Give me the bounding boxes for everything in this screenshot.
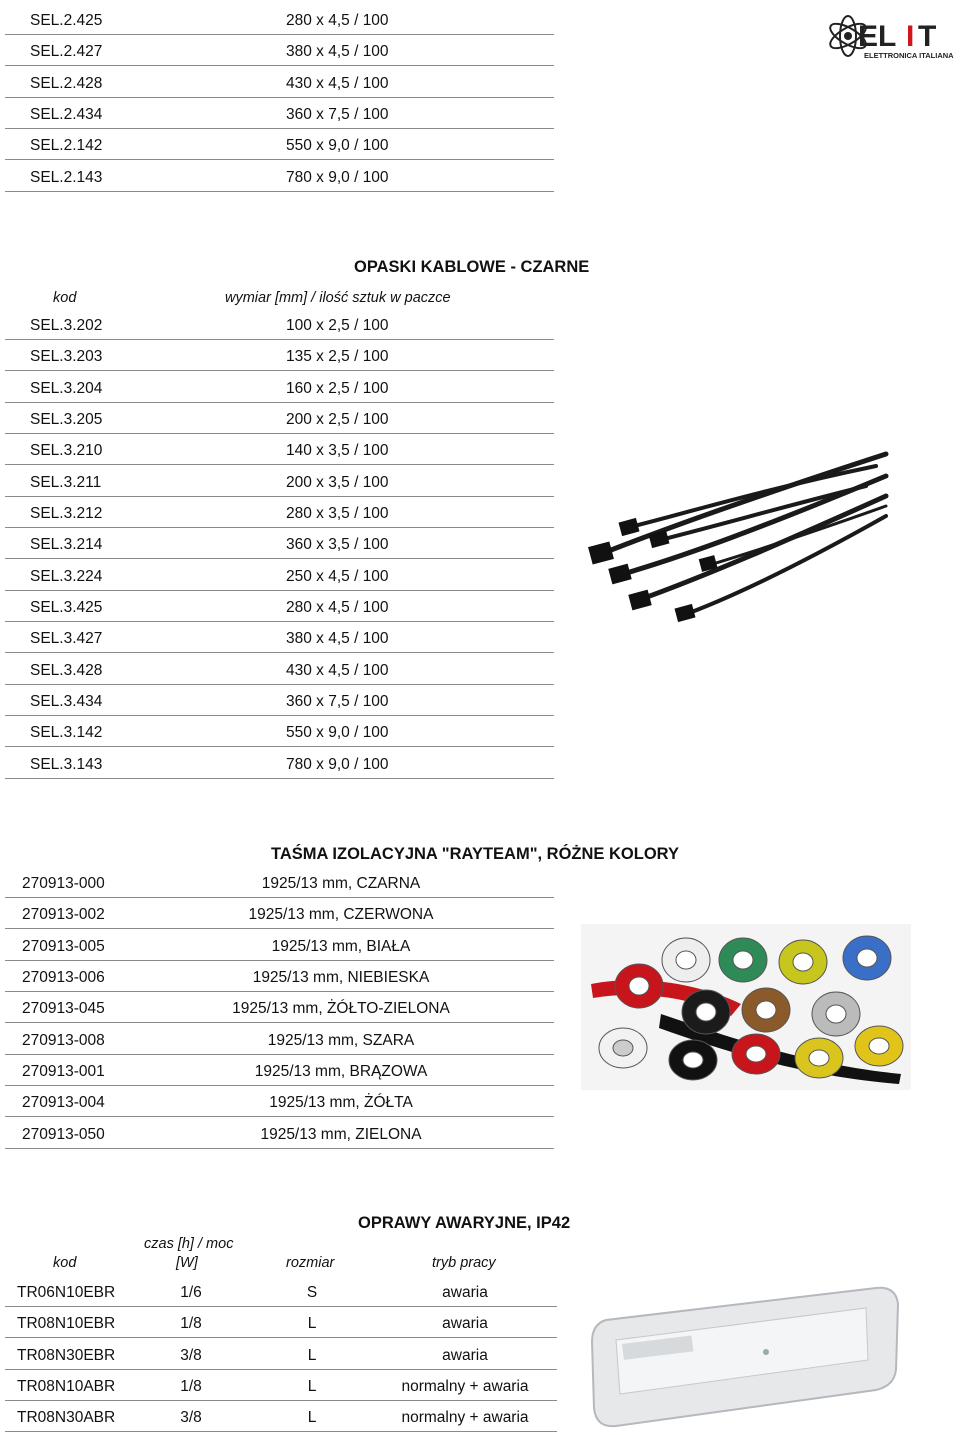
atom-logo-icon bbox=[824, 8, 956, 64]
product-description: 1925/13 mm, CZARNA bbox=[261, 875, 421, 892]
table-row bbox=[5, 129, 554, 160]
column-header-time-line1: czas [h] / moc bbox=[144, 1236, 234, 1252]
product-code: SEL.3.425 bbox=[30, 598, 103, 616]
column-header-time-line2: [W] bbox=[176, 1255, 198, 1271]
section-title-insulation-tape: TAŚMA IZOLACYJNA "RAYTEAM", RÓŻNE KOLORY bbox=[271, 845, 679, 863]
product-code: 270913-045 bbox=[22, 1000, 105, 1018]
product-code: 270913-001 bbox=[22, 1062, 105, 1080]
product-code: SEL.3.428 bbox=[30, 661, 103, 679]
product-code: TR08N10ABR bbox=[17, 1377, 116, 1395]
table-row bbox=[5, 1118, 554, 1149]
product-size: L bbox=[307, 1377, 317, 1395]
table-row bbox=[5, 372, 554, 403]
table-row bbox=[5, 867, 554, 898]
product-time-power: 1/8 bbox=[180, 1315, 202, 1333]
product-time-power: 1/8 bbox=[180, 1377, 202, 1395]
product-description: 1925/13 mm, BRĄZOWA bbox=[254, 1062, 428, 1080]
product-description: 1925/13 mm, NIEBIESKA bbox=[252, 968, 430, 986]
product-code: SEL.2.427 bbox=[30, 43, 103, 61]
elit-logo bbox=[824, 8, 956, 64]
product-code: SEL.2.434 bbox=[30, 105, 103, 123]
product-code: SEL.3.434 bbox=[30, 692, 103, 710]
product-description: 1925/13 mm, SZARA bbox=[267, 1031, 415, 1049]
table-row bbox=[5, 98, 554, 129]
product-code: 270913-004 bbox=[22, 1094, 105, 1112]
table-row bbox=[5, 898, 554, 929]
product-code: SEL.3.427 bbox=[30, 630, 103, 648]
table-row bbox=[5, 35, 554, 66]
product-code: SEL.3.143 bbox=[30, 755, 103, 773]
product-size: 380 x 4,5 / 100 bbox=[286, 43, 389, 61]
table-row bbox=[5, 716, 554, 747]
table-row bbox=[5, 528, 554, 559]
product-mode: awaria bbox=[442, 1346, 488, 1364]
product-code: TR08N30EBR bbox=[17, 1346, 116, 1364]
table-row bbox=[5, 591, 554, 622]
table-row bbox=[5, 685, 554, 716]
svg-text:I: I bbox=[906, 20, 915, 53]
product-code: SEL.3.202 bbox=[30, 317, 103, 334]
table-row bbox=[5, 560, 554, 591]
table-row bbox=[5, 1055, 554, 1086]
svg-text:T: T bbox=[918, 20, 937, 53]
product-size: 430 x 4,5 / 100 bbox=[286, 661, 389, 679]
column-header-size: rozmiar bbox=[286, 1255, 335, 1271]
table-row bbox=[5, 4, 554, 35]
product-size: 280 x 4,5 / 100 bbox=[286, 12, 389, 29]
table-row bbox=[5, 1307, 557, 1338]
table-row bbox=[5, 309, 554, 340]
product-code: 270913-050 bbox=[22, 1125, 105, 1143]
cable-ties-image bbox=[586, 436, 896, 630]
product-code: SEL.2.428 bbox=[30, 74, 103, 92]
column-header-code: kod bbox=[53, 1255, 77, 1271]
product-code: SEL.3.211 bbox=[30, 473, 102, 491]
table-row bbox=[5, 1086, 554, 1117]
product-code: 270913-002 bbox=[22, 906, 105, 924]
product-time-power: 3/8 bbox=[180, 1346, 202, 1364]
product-size: 280 x 4,5 / 100 bbox=[286, 598, 389, 616]
product-size: 780 x 9,0 / 100 bbox=[286, 755, 389, 773]
product-mode: awaria bbox=[442, 1284, 488, 1301]
table-row bbox=[5, 340, 554, 371]
product-code: SEL.3.203 bbox=[30, 348, 103, 366]
table-row bbox=[5, 1024, 554, 1055]
insulation-tape-image bbox=[581, 924, 911, 1090]
table-row bbox=[5, 654, 554, 685]
product-code: SEL.3.224 bbox=[30, 567, 103, 585]
product-mode: awaria bbox=[442, 1315, 488, 1333]
table-row bbox=[5, 961, 554, 992]
product-code: 270913-006 bbox=[22, 968, 105, 986]
product-code: SEL.2.142 bbox=[30, 137, 103, 155]
product-code: SEL.3.205 bbox=[30, 410, 103, 428]
product-code: TR06N10EBR bbox=[17, 1284, 116, 1301]
product-size: 200 x 3,5 / 100 bbox=[286, 473, 389, 491]
product-size: 360 x 7,5 / 100 bbox=[286, 692, 389, 710]
product-size: 430 x 4,5 / 100 bbox=[286, 74, 389, 92]
product-code: SEL.3.214 bbox=[30, 536, 103, 554]
product-code: SEL.2.425 bbox=[30, 12, 103, 29]
product-size: L bbox=[307, 1409, 317, 1427]
table-row bbox=[5, 1339, 557, 1370]
table-row bbox=[5, 434, 554, 465]
section-title-emergency-luminaires: OPRAWY AWARYJNE, IP42 bbox=[358, 1214, 571, 1232]
product-code: SEL.3.210 bbox=[30, 442, 103, 460]
product-description: 1925/13 mm, ZIELONA bbox=[260, 1125, 422, 1143]
product-size: 550 x 9,0 / 100 bbox=[286, 724, 389, 742]
table-row bbox=[5, 930, 554, 961]
svg-text:ELETTRONICA ITALIANA: ELETTRONICA ITALIANA bbox=[864, 51, 954, 60]
product-size: 780 x 9,0 / 100 bbox=[286, 168, 389, 186]
column-header-mode: tryb pracy bbox=[432, 1255, 496, 1271]
product-size: 200 x 2,5 / 100 bbox=[286, 410, 389, 428]
product-size: 140 x 3,5 / 100 bbox=[286, 442, 389, 460]
table-row bbox=[5, 622, 554, 653]
product-size: S bbox=[306, 1284, 318, 1301]
table-row bbox=[5, 403, 554, 434]
table-row bbox=[5, 1401, 557, 1432]
product-mode: normalny + awaria bbox=[401, 1377, 529, 1395]
product-code: TR08N30ABR bbox=[17, 1409, 116, 1427]
product-size: 250 x 4,5 / 100 bbox=[286, 567, 389, 585]
column-header-code: kod bbox=[53, 290, 77, 306]
product-mode: normalny + awaria bbox=[401, 1409, 529, 1427]
emergency-luminaire-image bbox=[586, 1280, 906, 1430]
table-row bbox=[5, 466, 554, 497]
product-code: 270913-000 bbox=[22, 875, 105, 892]
product-size: 135 x 2,5 / 100 bbox=[286, 348, 389, 366]
product-size: 550 x 9,0 / 100 bbox=[286, 137, 389, 155]
product-code: TR08N10EBR bbox=[17, 1315, 116, 1333]
column-header-size: wymiar [mm] / ilość sztuk w paczce bbox=[225, 290, 451, 306]
table-row bbox=[5, 67, 554, 98]
product-code: SEL.3.212 bbox=[30, 504, 103, 522]
product-code: SEL.3.204 bbox=[30, 379, 103, 397]
table-row bbox=[5, 748, 554, 779]
section-title-cable-ties: OPASKI KABLOWE - CZARNE bbox=[354, 258, 590, 276]
product-size: 100 x 2,5 / 100 bbox=[286, 317, 389, 334]
product-size: 280 x 3,5 / 100 bbox=[286, 504, 389, 522]
product-description: 1925/13 mm, ŻÓŁTA bbox=[269, 1094, 413, 1112]
product-description: 1925/13 mm, ŻÓŁTO-ZIELONA bbox=[232, 1000, 450, 1018]
product-description: 1925/13 mm, BIAŁA bbox=[271, 937, 411, 955]
product-code: 270913-005 bbox=[22, 937, 105, 955]
product-size: L bbox=[307, 1315, 317, 1333]
product-size: 160 x 2,5 / 100 bbox=[286, 379, 389, 397]
product-size: 360 x 3,5 / 100 bbox=[286, 536, 389, 554]
product-size: L bbox=[307, 1346, 317, 1364]
product-code: SEL.2.143 bbox=[30, 168, 103, 186]
product-size: 360 x 7,5 / 100 bbox=[286, 105, 389, 123]
table-row bbox=[5, 1276, 557, 1307]
table-row bbox=[5, 497, 554, 528]
product-time-power: 3/8 bbox=[180, 1409, 202, 1427]
product-description: 1925/13 mm, CZERWONA bbox=[248, 906, 434, 924]
product-size: 380 x 4,5 / 100 bbox=[286, 630, 389, 648]
table-row bbox=[5, 161, 554, 192]
svg-text:EL: EL bbox=[858, 20, 897, 53]
product-time-power: 1/6 bbox=[180, 1284, 202, 1301]
product-code: 270913-008 bbox=[22, 1031, 105, 1049]
product-code: SEL.3.142 bbox=[30, 724, 103, 742]
table-row bbox=[5, 992, 554, 1023]
table-row bbox=[5, 1370, 557, 1401]
